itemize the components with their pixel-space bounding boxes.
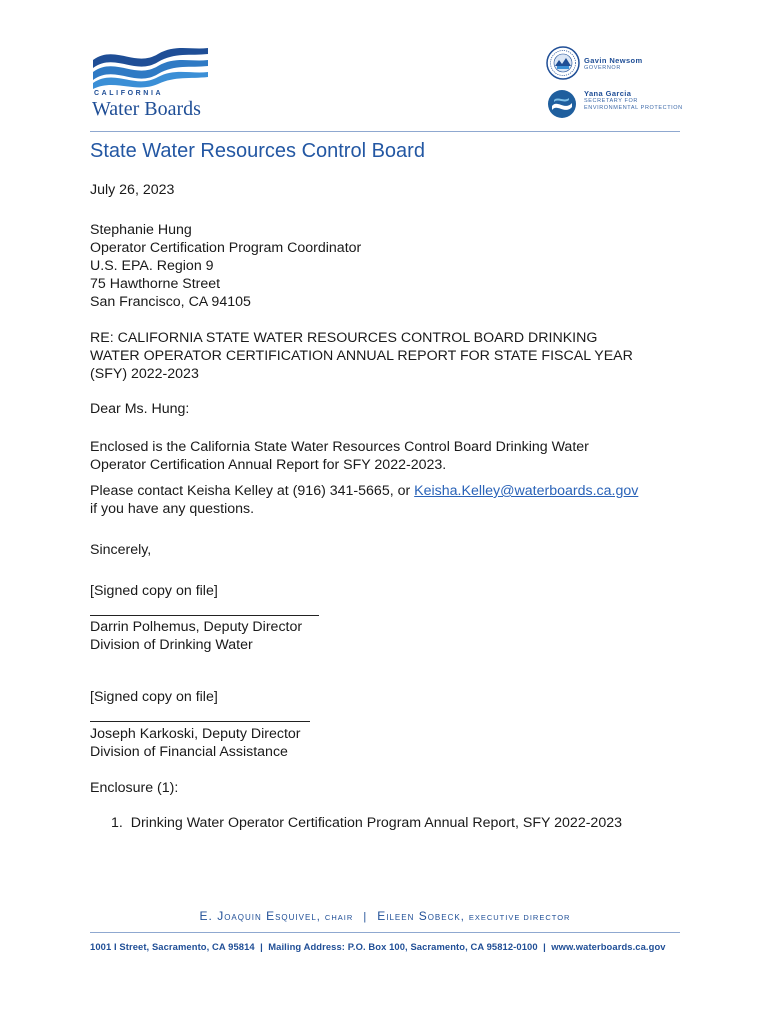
signature1-line [90,615,319,616]
signature2-note: [Signed copy on file] [90,689,218,705]
subject-line2: WATER OPERATOR CERTIFICATION ANNUAL REPORT FOR STATE FISCAL YEAR [90,348,633,364]
subject-line3: (SFY) 2022-2023 [90,366,199,382]
signature1-name-title: Darrin Polhemus, Deputy Director [90,619,303,635]
signature2-name-title: Joseph Karkoski, Deputy Director [90,726,301,742]
paragraph2-text: Please contact Keisha Kelley at (916) 341-5665, or [90,483,415,499]
enclosure-item: 1. Drinking Water Operator Certification Program Annual Report, SFY 2022-2023 [111,815,622,831]
footer-officials: E. Joaquin Esquivel, CHAIR | Eileen Sobeck, EXECUTIVE DIRECTOR [199,909,571,923]
logo-name-text: Water Boards [92,98,201,120]
recipient-city: San Francisco, CA 94105 [90,294,251,310]
salutation: Dear Ms. Hung: [90,401,190,417]
footer-separator: | [363,911,368,923]
recipient-street: 75 Hawthorne Street [90,276,221,292]
secretary-name: Yana Garcia [584,89,632,98]
signature1-note: [Signed copy on file] [90,583,218,599]
secretary-title-line1: SECRETARY FOR [584,98,638,104]
recipient-title: Operator Certification Program Coordinator [90,240,362,256]
signature2-line [90,721,310,722]
paragraph2-line1 [90,482,638,500]
governor-name: Gavin Newsom [584,56,643,65]
state-seal-icon [546,46,580,80]
governor-title: GOVERNOR [584,65,621,71]
enclosure-label: Enclosure (1): [90,780,179,796]
board-title: State Water Resources Control Board [90,140,425,162]
water-boards-logo-icon [90,46,215,90]
signature2-division: Division of Financial Assistance [90,744,288,760]
paragraph1-line1: Enclosed is the California State Water Resources Control Board Drinking Water [90,439,589,455]
signature1-division: Division of Drinking Water [90,637,253,653]
email-link[interactable]: Keisha.Kelley@waterboards.ca.gov [414,483,639,499]
water-boards-logo [90,46,215,120]
paragraph2-line2: if you have any questions. [90,501,255,517]
logo-state-text: CALIFORNIA [94,90,164,97]
footer-divider [90,932,680,933]
header-divider [90,131,680,132]
calepa-logo-icon [547,89,577,119]
recipient-org: U.S. EPA. Region 9 [90,258,214,274]
letter-date: July 26, 2023 [90,182,175,198]
recipient-name: Stephanie Hung [90,222,192,238]
subject-line1: RE: CALIFORNIA STATE WATER RESOURCES CONTROL BOARD DRINKING [90,330,598,346]
secretary-title-line2: ENVIRONMENTAL PROTECTION [584,105,683,111]
footer-chair-name: E. Joaquin Esquivel [199,909,317,923]
footer-director-role: EXECUTIVE DIRECTOR [468,913,571,922]
footer-address: 1001 I Street, Sacramento, CA 95814 | Mailing Address: P.O. Box 100, Sacramento, CA 95812-0100 | www.waterboards.ca.gov [90,941,666,952]
closing: Sincerely, [90,542,152,558]
officials-block [546,46,686,122]
paragraph1-line2: Operator Certification Annual Report for SFY 2022-2023. [90,457,447,473]
footer-director-name: Eileen Sobeck [377,909,461,923]
footer-chair-role: CHAIR [324,913,354,922]
